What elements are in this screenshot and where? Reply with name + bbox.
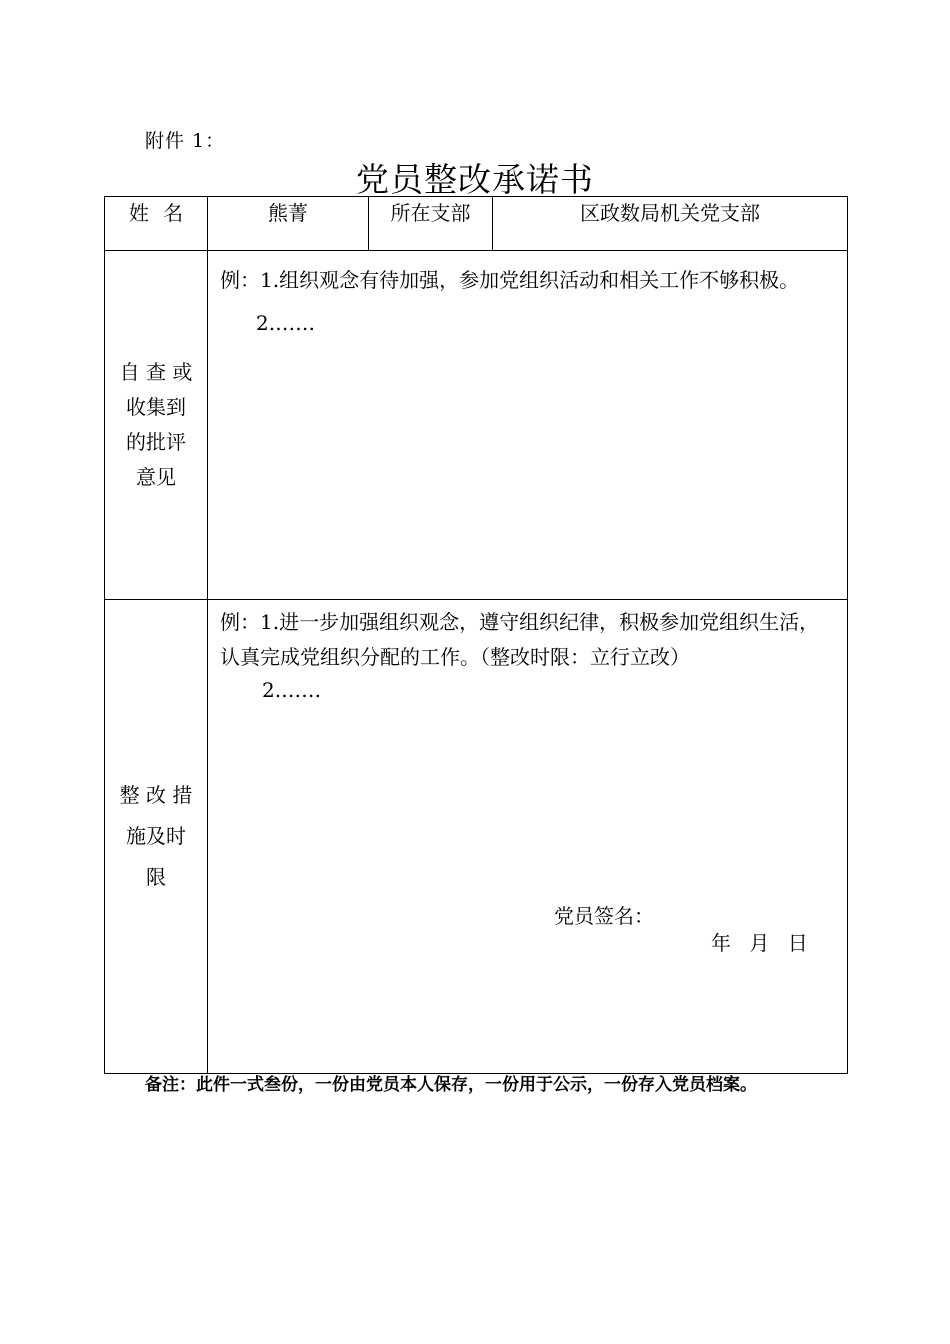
footnote: 备注：此件一式叁份，一份由党员本人保存，一份用于公示，一份存入党员档案。 xyxy=(145,1075,757,1095)
date-label: 年 月 日 xyxy=(711,931,808,955)
measures-content xyxy=(208,600,848,1074)
measures-label-line: 限 xyxy=(146,865,166,889)
header-row xyxy=(105,197,848,251)
criticism-label-line: 自 查 或 xyxy=(119,360,193,384)
branch-value: 区政数局机关党支部 xyxy=(493,197,848,251)
commitment-form-table xyxy=(104,196,848,1074)
branch-label: 所在支部 xyxy=(369,197,493,251)
measures-line-1: 例：1.进一步加强组织观念，遵守组织纪律，积极参加党组织生活，认真完成党组织分配的工作。（整改时限：立行立改） xyxy=(220,610,820,669)
criticism-label-line: 意见 xyxy=(136,465,176,489)
measures-row xyxy=(105,600,848,1074)
signature-label: 党员签名： xyxy=(554,904,654,928)
measures-label-line: 施及时 xyxy=(126,824,186,848)
page-title: 党员整改承诺书 xyxy=(356,160,594,199)
attachment-label: 附件 1： xyxy=(145,130,226,152)
criticism-label-line: 的批评 xyxy=(126,430,186,454)
criticism-line-1: 例：1.组织观念有待加强，参加党组织活动和相关工作不够积极。 xyxy=(220,268,800,292)
criticism-label xyxy=(105,251,208,600)
criticism-row xyxy=(105,251,848,600)
criticism-label-line: 收集到 xyxy=(126,395,186,419)
name-value: 熊菁 xyxy=(208,197,369,251)
criticism-line-2: 2.…… xyxy=(256,311,316,335)
measures-label xyxy=(105,600,208,1074)
measures-line-2: 2.…… xyxy=(262,678,322,702)
name-label: 姓 名 xyxy=(105,197,208,251)
criticism-content xyxy=(208,251,848,600)
measures-label-line: 整 改 措 xyxy=(119,783,193,807)
